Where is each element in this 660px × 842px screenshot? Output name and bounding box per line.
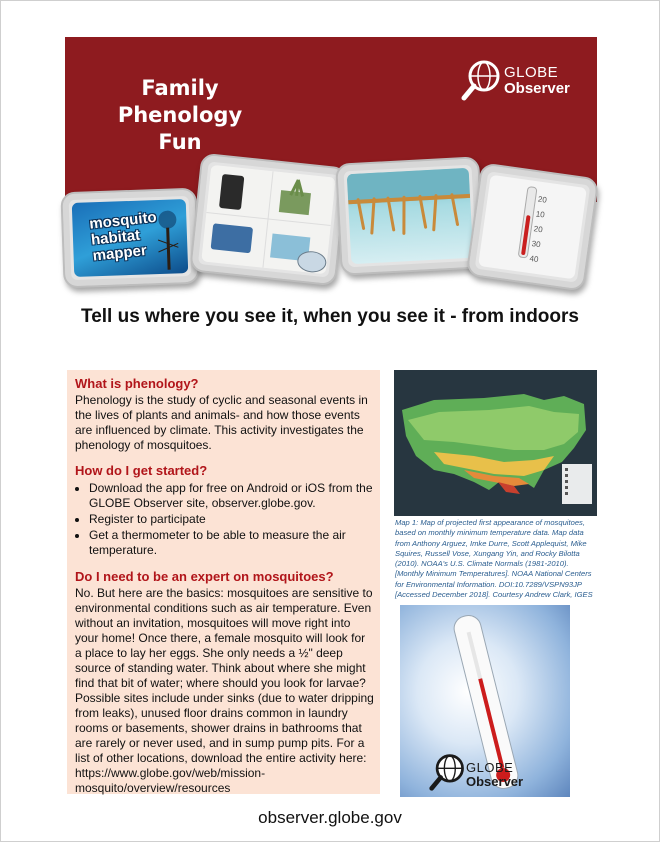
map-caption: Map 1: Map of projected first appearance of mosquitoes, based on monthly minimum temperature data. Map data from Anthony Arguez, Imke Durre, Scott Applequist, Mike Squires, Russell Vose, Xungang Yin, and Rocky Bilotta (2010). NOAA's U.S. Climate Normals (1981-2010). [Monthly Minimum Temperatures]. NOAA National Centers for Environmental Information. DOI:10.7289/VSPN93JP [Accessed December 2018]. Courtesy Andrew Clark, IGES — [395, 518, 593, 600]
title-line-1: Family — [141, 76, 219, 100]
heading-what-is-phenology: What is phenology? — [75, 376, 199, 391]
thermometer-mercury — [521, 215, 531, 255]
thermometer-tile — [466, 162, 600, 291]
phenology-definition: Phenology is the study of cyclic and seasonal events in the lives of plants and animals- and how those events are influenced by climate. This activity investigates the phenology of mosquitoes. — [75, 393, 368, 452]
title-line-3: Fun — [158, 130, 202, 154]
logo-word-globe: GLOBE — [504, 64, 559, 81]
tile-line-3: mapper — [91, 242, 148, 265]
globe-observer-logo-bottom — [428, 752, 548, 792]
logo-word-globe: GLOBE — [466, 760, 514, 775]
logo-word-observer: Observer — [504, 80, 570, 97]
tick-label: 20 — [537, 194, 548, 205]
habitat-containers-tile — [189, 153, 348, 287]
list-item: • Get a thermometer to be able to measure the air temperature. — [89, 528, 375, 558]
tile-line-2: habitat — [90, 226, 141, 249]
list-item: • Download the app for free on Android or iOS from the GLOBE Observer site, observer.globe.gov. — [89, 481, 375, 511]
mosquito-habitat-mapper-tile — [60, 188, 199, 289]
mosquito-larvae-tile — [335, 156, 485, 275]
title-line-2: Phenology — [117, 103, 243, 127]
tick-label: 20 — [533, 224, 544, 235]
globe-magnifier-icon — [460, 58, 504, 102]
containers-illustration — [201, 165, 335, 275]
heading-get-started: How do I get started? — [75, 463, 208, 478]
mosquito-habitat-mapper-text — [89, 210, 161, 265]
globe-observer-logo — [460, 58, 590, 102]
tick-label: 10 — [535, 209, 546, 220]
footer-url[interactable]: observer.globe.gov — [258, 808, 402, 827]
larvae-illustration — [347, 168, 474, 264]
tile-line-1: mosquito — [88, 208, 158, 233]
mosquito-appearance-map — [394, 370, 597, 516]
info-box — [67, 370, 380, 794]
get-started-list — [75, 481, 375, 558]
us-map-illustration — [394, 370, 597, 516]
mosquito-basics-text: No. But here are the basics: mosquitoes are sensitive to environmental conditions such as air temperature. Even without an invitation, mosquitoes will move right into your home! Once there, a female mosquito will look for a place to lay her eggs. She only needs a ½" deep source of standing water. Think about where she might find that bit of water; where should you look for larvae? Possible sites include under sinks (due to water dripping from leaks), unused floor drains common in laundry rooms or basements, shower drains in bathrooms that are rarely or never used, and in sump pump pits. For a list of other locations, download the entire activity here: https://www.globe.gov/web/mission-mosquito/overview/resources — [75, 586, 374, 795]
heading-expert: Do I need to be an expert on mosquitoes? — [75, 569, 334, 584]
banner-title — [110, 75, 250, 156]
tick-label: 40 — [528, 253, 540, 265]
thermometer-bore — [467, 632, 505, 769]
tick-label: 30 — [531, 239, 542, 250]
globe-magnifier-icon — [428, 752, 468, 792]
logo-word-observer: Observer — [466, 774, 524, 789]
list-item: • Register to participate — [89, 512, 375, 527]
headline: Tell us where you see it, when you see it - from indoors — [81, 306, 579, 327]
